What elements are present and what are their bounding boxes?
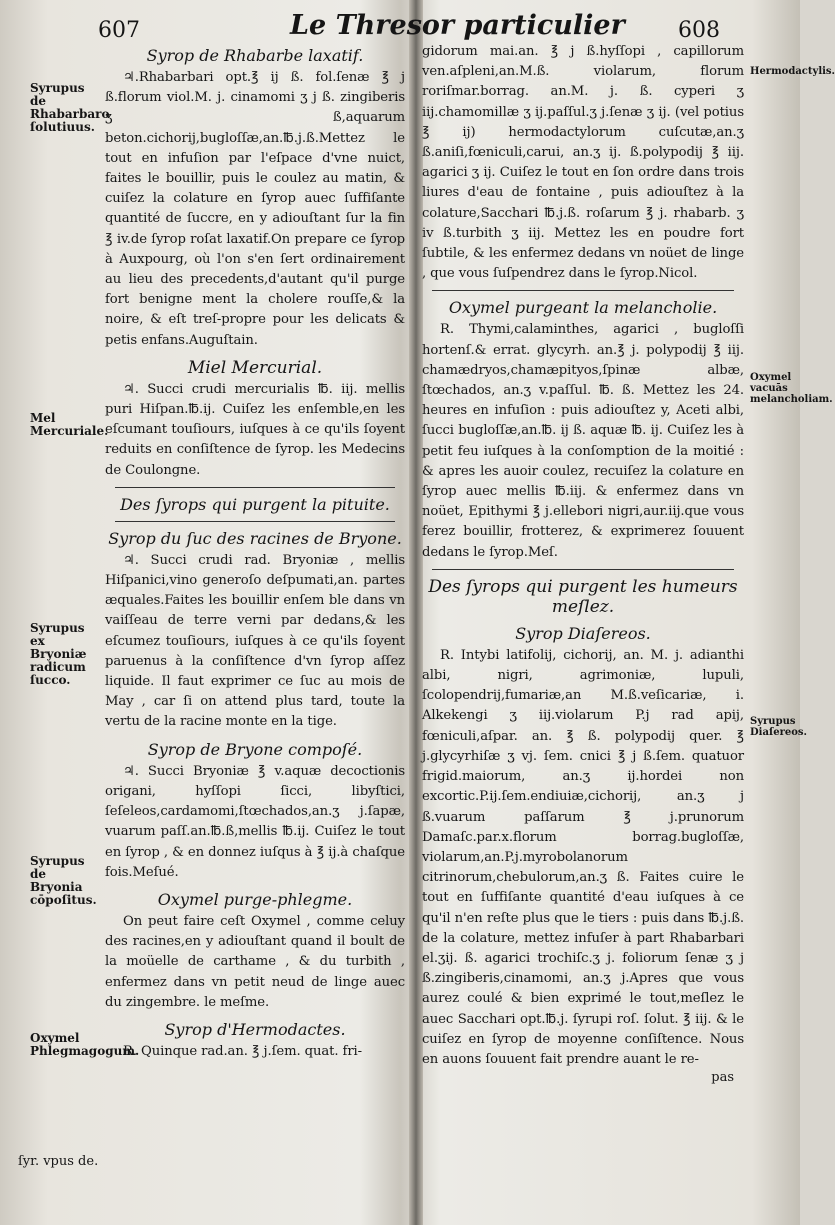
margin-note-oxymel-melancholiam: Oxymel vacuās melancholiam.	[750, 372, 833, 405]
para-oxymel-phlegme: On peut faire ceſt Oxymel , comme celuy des racines,en y adiouſtant quand il boult de la moüelle de carthame , & du turbith , enfermez dans vn petit neud de linge auec du zingembre. le meſme.	[105, 913, 405, 1010]
margin-note-rhabarbaro: Syrupus de Rhabarbaro ſolutiuus.	[30, 81, 110, 134]
para-bryone-compose: ♃. Succi Bryoniæ ℥ v.aquæ decoctionis origani, hyſſopi ſicci, libyſtici, ſeſeleos,cardamomi,ſtœchados,an.ʒ j.ſapæ, vuarum paſſ.an.℔.ß,mellis ℔.ij. Cuiſez le tout en ſyrop , & en donnez iuſqus à ℥ ij.à chaſque fois.Meſué.	[105, 763, 405, 880]
margin-note-oxymel-phlegmagogum: Oxymel Phlegmagogum.	[30, 1031, 140, 1058]
para-syrop-rhabarbe: ♃.Rhabarbari opt.℥ ij ß. fol.ſenæ ℥ j ß.florum viol.M. j. cinamomi ʒ j ß. zingiberis ʒ ß,aquarum beton.cichorij,bugloſſæ,an.℔.j.ß.Mettez le tout en infuſion par l'eſpace d'vne nuict, faites le bouillir, puis le coulez au matin, & cuiſez la colature en ſyrop auec ſuffiſante quantité de ſuccre, en y adiouſtant ſur la fin ℥ iv.de ſyrop roſat laxatif.On prepare ce ſyrop à Auxpourg, où l'on s'en ſert ordinairement au lieu des precedents,d'autant qu'il purge fort benigne ment la cholere rouſſe,& la noire, & eſt treſ-propre pour les delicats & petis enfans.Auguſtain.	[105, 70, 405, 348]
margin-note-bryoniae: Syrupus ex Bryoniæ radicum ſucco.	[30, 621, 87, 687]
catchword: pas	[711, 1070, 734, 1086]
margin-note-mel-mercuriale: Mel Mercuriale.	[30, 411, 109, 438]
divider	[432, 569, 734, 570]
footer-catchword: ſyr. vpus de.	[18, 1154, 99, 1169]
divider	[115, 521, 395, 522]
heading-syrop-rhabarbe: Syrop de Rhabarbe laxatif.	[146, 46, 364, 65]
heading-diasereos: Syrop Diaſereos.	[515, 623, 651, 643]
para-hermodactes-cont: gidorum mai.an. ℥ j ß.hyſſopi , capillorum ven.aſpleni,an.M.ß. violarum, florum roriſmar.borrag. an.M. j. ß. cyperi ʒ iij.chamomillæ ʒ ij.paſſul.ʒ j.ſenæ ʒ ij. (vel potius ℥ ij) hermodactylorum cuſcutæ,an.ʒ ß.aniſi,fœniculi,carui, an.ʒ ij. ß.polypodij ℥ iij. agarici ʒ ij. Cuiſez le tout en ſon ordre dans trois liures d'eau de fontaine , puis adiouſtez à la colature,Sacchari ℔.j.ß. roſarum ℥ j. rhabarb. ʒ iv ß.turbith ʒ iij. Mettez les en poudre fort ſubtile, & les enfermez dedans vn noüet de linge , que vous ſuſpendrez dans le ſyrop.Nicol.	[422, 44, 744, 282]
right-column	[422, 42, 744, 1085]
heading-hermodactes: Syrop d'Hermodactes.	[164, 1019, 346, 1039]
heading-suc-bryone: Syrop du ſuc des racines de Bryone.	[108, 528, 402, 548]
para-diasereos: R. Intybi latifolij, cichorij, an. M. j. adianthi albi, nigri, agrimoniæ, lupuli, ſcolopendrij,fumariæ,an M.ß.veſicariæ, i. Alkekengi ʒ iij.violarum P.j rad apij, fœniculi,aſpar. an. ℥ ß. polypodij quer. ℥ j.glycyrhiſæ ʒ vj. ſem. cnici ℥ j ß.ſem. quatuor frigid.maiorum, an.ʒ ij.hordei non excortic.P.ij.ſem.endiuiæ,cichorij, an.ʒ j ß.vuarum paſſarum ℥ j.prunorum Damaſc.par.x.florum borrag.bugloſſæ, violarum,an.P.j.myrobolanorum citrinorum,chebulorum,an.ʒ ß. Faites cuire le tout en ſuffiſante quantité d'eau iuſques à ce qu'il n'en reſte plus que le tiers : puis dans ℔.j.ß. de la colature, mettez infuſer à part Rhabarbari el.ʒij. ß. agarici trochiſc.ʒ j. foliorum ſenæ ʒ j ß.zingiberis,cinamomi, an.ʒ j.Apres que vous aurez coulé & bien exprimé le tout,meſlez le auec Sacchari opt.℔.j. ſyrupi roſ. ſolut. ℥ iij. & le cuiſez en ſyrop de moyenne conſiſtence. Nous en auons ſouuent fait prendre auant le re-	[422, 647, 744, 1067]
left-column	[105, 42, 405, 1062]
heading-oxymel-melancholie: Oxymel purgeant la melancholie.	[448, 298, 718, 318]
para-hermodactes: R. Quinque rad.an. ℥ j.ſem. quat. fri-	[123, 1043, 363, 1059]
divider	[115, 487, 395, 488]
para-miel-mercurial: ♃. Succi crudi mercurialis ℔. iij. mellis puri Hiſpan.℔.ij. Cuiſez les enſemble,en les eſcumant touſiours, iuſques à ce qu'ils ſoyent reduits en conſiſtence de ſyrop. les Medecins de Coulongne.	[105, 381, 405, 478]
heading-pituite: Des ſyrops qui purgent la pituite.	[120, 494, 390, 514]
margin-note-bryonia-compositus: Syrupus de Bryonia cōpoſitus.	[30, 854, 97, 907]
heading-miel-mercurial: Miel Mercurial.	[187, 357, 323, 378]
para-oxymel-melancholie: R. Thymi,calaminthes, agarici , bugloſſi hortenſ.& errat. glycyrh. an.℥ j. polypodij ℥ iij. chamædryos,chamæpityos,ſpinæ albæ, ſtœchados, an.ʒ v.paſſul. ℔. ß. Mettez les 24. heures en infuſion : puis adiouſtez y, Aceti albi, ſucci bugloſſæ,an.℔. ij ß. aquæ ℔. ij. Cuiſez les à petit feu iuſques à la conſomption de la moitié : & apres les auoir coulez, recuiſez la colature en ſyrop auec mellis ℔.iij. & enfermez dans vn noüet, Epithymi ℥ j.ellebori nigri,aur.iij.que vous ferez bouillir, frotterez, & exprimerez ſouuent dedans le ſyrop.Meſ.	[422, 322, 744, 560]
divider	[432, 290, 734, 291]
page-number-right: 608	[678, 18, 720, 43]
page-number-left: 607	[98, 18, 140, 43]
heading-oxymel-phlegme: Oxymel purge-phlegme.	[157, 889, 353, 909]
margin-note-hermodactylis: Hermodactylis.	[750, 66, 835, 77]
gutter	[409, 0, 423, 1225]
running-head: Le Thresor particulier	[290, 10, 625, 41]
margin-note-diasereos: Syrupus Diaſereos.	[750, 716, 808, 738]
heading-bryone-compose: Syrop de Bryone compoſé.	[147, 739, 363, 759]
para-suc-bryone: ♃. Succi crudi rad. Bryoniæ , mellis Hiſpanici,vino generoſo deſpumati,an. partes æquales.Faites les bouillir enſem ble dans vn vaiſſeau de terre verni par dedans,& les eſcumez touſiours, iuſques à ce qu'ils ſoyent paruenus à la conſiſtence d'vn ſyrop aſſez liquide. Il faut exprimer ce ſuc au mois de May , car ſi on attend plus tard, toute la vertu de la racine monte en la tige.	[105, 552, 405, 730]
heading-humeurs-meslez: Des ſyrops qui purgent les humeurs meſlez.	[428, 576, 738, 617]
